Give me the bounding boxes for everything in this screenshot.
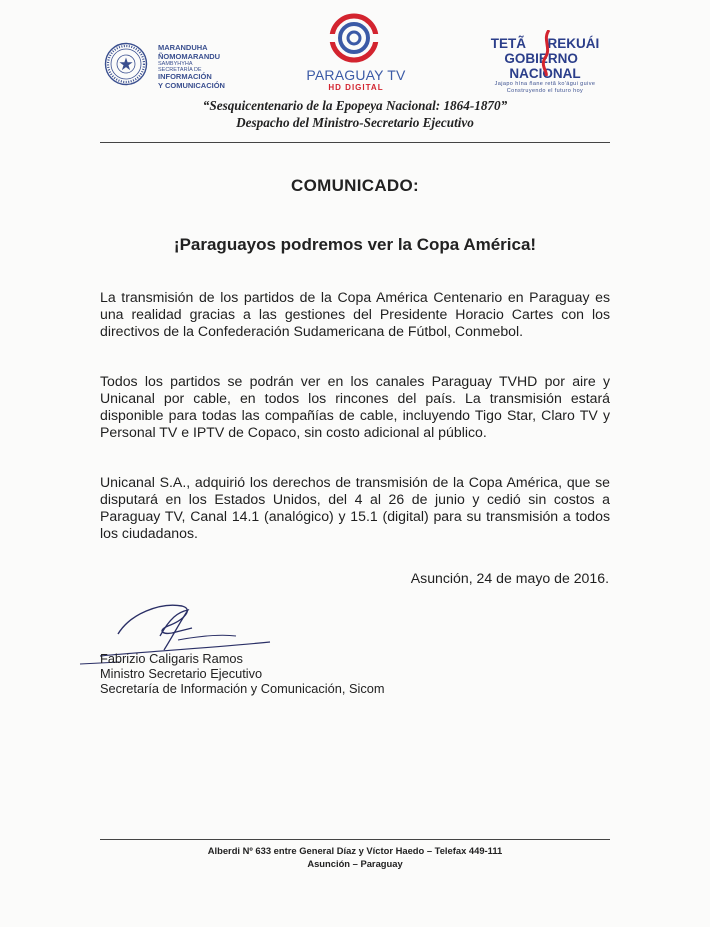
header-divider xyxy=(100,142,610,143)
body-paragraph-3: Unicanal S.A., adquirió los derechos de transmisión de la Copa América, que se disputará en los Estados Unidos, del 4 al 26 de junio y cedió sin costos a Paraguay TV, Canal 14.1 (analógico) y 15.1 (digital) para su transmisión a todos los ciudadanos. xyxy=(100,474,610,541)
ministry-text xyxy=(158,44,268,90)
body-paragraph-2: Todos los partidos se podrán ver en los canales Paraguay TVHD por aire y Unicanal por cable, en todos los rincones del país. La transmisión estará disponible para todas las compañías de cable, incluyendo Tigo Star, Claro TV y Personal TV e IPTV de Copaco, sin costo adicional al público. xyxy=(100,373,610,440)
ministry-line: ÑOMOMARANDU xyxy=(158,51,221,61)
ministry-line: Y COMUNICACIÓN xyxy=(158,80,225,90)
footer xyxy=(0,844,710,870)
body-paragraph-1: La transmisión de los partidos de la Copa América Centenario en Paraguay es una realidad gracias a las gestiones del Presidente Horacio Cartes con los directivos de la Confederación Sudamericana de Fútbol, Conmebol. xyxy=(100,289,610,339)
motto xyxy=(0,97,710,131)
channel-subtitle: HD DIGITAL xyxy=(328,83,384,92)
gob-tagline-2: Construyendo el futuro hoy xyxy=(506,87,584,94)
ministry-line: SECRETARÍA DE xyxy=(158,67,202,74)
signer-name: Fabrizio Caligaris Ramos xyxy=(100,651,243,666)
gob-line-1a: TETÃ xyxy=(490,36,526,51)
motto-line-1: “Sesquicentenario de la Epopeya Nacional: 1864-1870” xyxy=(202,98,508,113)
gob-tagline-1: Jajapo hína ñane retã ko'águi guive xyxy=(494,81,596,87)
gobierno-nacional-logo xyxy=(470,36,620,94)
document-date: Asunción, 24 de mayo de 2016. xyxy=(410,570,609,586)
footer-city: Asunción – Paraguay xyxy=(307,858,403,869)
ministry-line: INFORMACIÓN xyxy=(158,72,212,82)
national-seal-icon xyxy=(104,42,148,86)
ministry-line: MARANDUHA xyxy=(158,43,208,52)
footer-divider xyxy=(100,839,610,840)
signer-office: Secretaría de Información y Comunicación, Sicom xyxy=(100,681,385,696)
gob-line-1b: REKUÁI xyxy=(547,36,600,51)
channel-name: PARAGUAY TV xyxy=(306,67,406,83)
document-title: ¡Paraguayos podremos ver la Copa América! xyxy=(173,235,537,254)
gob-line-2a: GOBIERNO xyxy=(504,51,578,66)
signer-role: Ministro Secretario Ejecutivo xyxy=(100,666,263,681)
letterhead xyxy=(0,10,710,94)
gob-line-2b: NACIONAL xyxy=(509,66,581,81)
motto-line-2: Despacho del Ministro-Secretario Ejecutivo xyxy=(236,115,474,130)
document-heading: COMUNICADO: xyxy=(291,176,419,195)
paraguay-tv-logo-icon xyxy=(318,12,390,66)
signature-block xyxy=(100,651,385,696)
ministry-line: SAMBYHYHA xyxy=(158,61,193,68)
flag-ribbon-icon xyxy=(540,30,554,76)
footer-address: Alberdi Nº 633 entre General Díaz y Víctor Haedo – Telefax 449-111 xyxy=(207,845,503,856)
